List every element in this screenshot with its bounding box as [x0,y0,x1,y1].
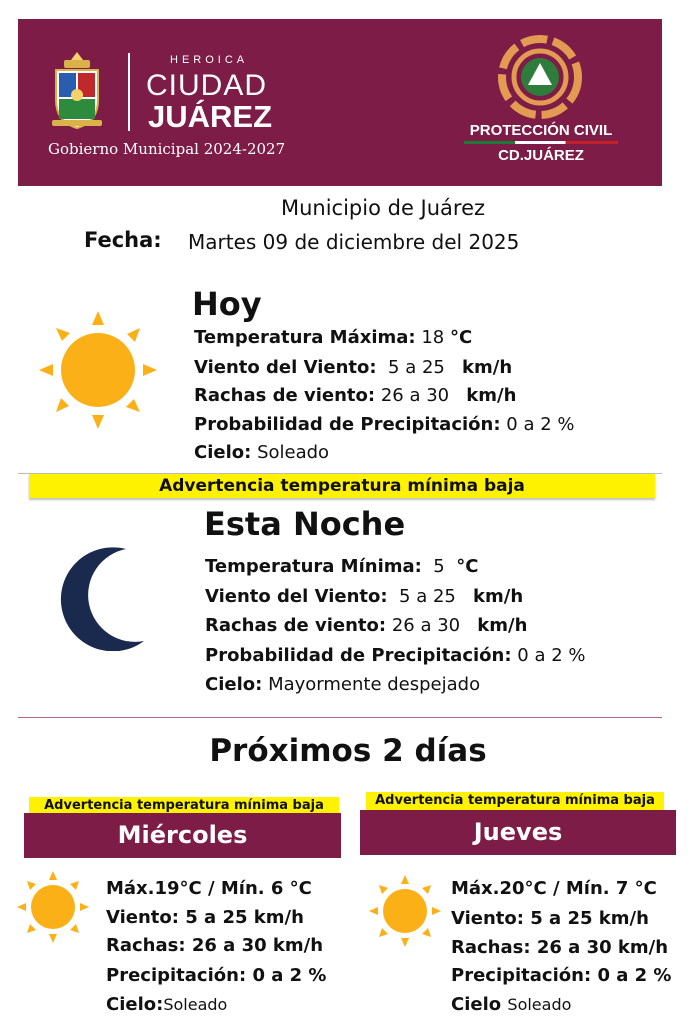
tonight-min-temp-label: Temperatura Mínima: [205,556,422,577]
day-precip-value: 0 a 2 % [597,965,672,986]
day-gusts-value: 26 a 30 km/h [191,935,324,956]
sun-icon [37,309,159,431]
tonight-min-temp-unit: °C [456,556,479,577]
tonight-wind-unit: km/h [473,586,524,607]
today-gusts [194,384,516,408]
today-precip-label: Probabilidad de Precipitación: [194,414,501,435]
tonight-sky [205,673,480,697]
brand-heroica: HEROICA [170,54,249,66]
day-wind-label: Viento: [451,908,524,929]
brand-juarez: JUÁREZ [148,99,273,134]
day-warning-thursday: Advertencia temperatura mínima baja [366,792,664,810]
today-sky-value: Soleado [257,442,330,463]
day-precip-value: 0 a 2 % [252,965,327,986]
tonight-sky-label: Cielo: [205,674,263,695]
day-warning-wednesday: Advertencia temperatura mínima baja [29,797,339,815]
day-gusts-label: Rachas: [106,935,186,956]
today-wind-unit: km/h [462,357,513,378]
day-gusts-wednesday [106,934,323,958]
municipality-title: Municipio de Juárez [280,196,486,220]
today-wind-value: 5 a 25 [388,357,445,378]
day-header-wednesday: Miércoles [24,813,341,858]
agency-city: CD.JUÁREZ [498,147,584,164]
tonight-wind [205,585,523,609]
section-divider [18,717,662,718]
day-sky-label: Cielo: [106,994,164,1015]
agency-flag-line [464,141,618,144]
day-sky-value: Soleado [163,995,228,1014]
moon-icon [52,545,148,651]
today-precip [194,413,574,437]
tonight-gusts-label: Rachas de viento: [205,615,387,636]
day-precip-thursday [451,964,671,988]
day-wind-wednesday [106,906,304,930]
warning-banner: Advertencia temperatura mínima baja [29,474,655,498]
today-max-temp [194,326,472,350]
day-precip-label: Precipitación: [106,965,247,986]
day-sky-thursday [451,993,571,1017]
tonight-precip-label: Probabilidad de Precipitación: [205,645,512,666]
today-gusts-unit: km/h [466,385,517,406]
tonight-sky-value: Mayormente despejado [268,674,481,695]
tonight-min-temp-value: 5 [433,556,445,577]
municipal-crest-icon [50,50,104,130]
sun-icon [368,874,442,948]
today-sky-label: Cielo: [194,442,252,463]
today-wind-label: Viento del Viento: [194,357,377,378]
day-precip-wednesday [106,964,326,988]
day-sky-wednesday [106,993,227,1017]
header-divider [128,53,130,131]
today-wind [194,356,512,380]
today-gusts-value: 26 a 30 [380,385,450,406]
day-sky-value: Soleado [507,995,572,1014]
day-wind-value: 5 a 25 km/h [185,907,304,928]
government-period: Gobierno Municipal 2024-2027 [48,140,286,158]
tonight-precip-value: 0 a 2 % [517,645,586,666]
date-value: Martes 09 de diciembre del 2025 [188,230,520,254]
tonight-title: Esta Noche [204,505,406,543]
sun-icon [16,870,90,944]
tonight-precip [205,644,585,668]
day-gusts-value: 26 a 30 km/h [536,937,669,958]
day-wind-thursday [451,907,649,931]
tonight-min-temp [205,555,478,579]
day-temps-wednesday: Máx.19°C / Mín. 6 °C [106,878,312,899]
day-wind-value: 5 a 25 km/h [530,908,649,929]
agency-title: PROTECCIÓN CIVIL [469,122,613,139]
date-label: Fecha: [84,228,162,252]
today-title: Hoy [192,285,262,323]
today-max-temp-unit: °C [450,327,473,348]
day-precip-label: Precipitación: [451,965,592,986]
tonight-gusts-unit: km/h [477,615,528,636]
day-gusts-thursday [451,936,668,960]
day-header-thursday: Jueves [360,810,676,855]
tonight-wind-label: Viento del Viento: [205,586,388,607]
tonight-gusts-value: 26 a 30 [391,615,461,636]
today-max-temp-label: Temperatura Máxima: [194,327,416,348]
day-wind-label: Viento: [106,907,179,928]
day-gusts-label: Rachas: [451,937,531,958]
header-banner [18,19,662,186]
today-precip-value: 0 a 2 % [506,414,575,435]
today-max-temp-value: 18 [421,327,445,348]
day-temps-thursday: Máx.20°C / Mín. 7 °C [451,878,657,899]
day-sky-label: Cielo [451,994,502,1015]
proteccion-civil-logo-icon [498,35,582,119]
next-days-title: Próximos 2 días [209,733,487,769]
tonight-wind-value: 5 a 25 [399,586,456,607]
today-gusts-label: Rachas de viento: [194,385,376,406]
tonight-gusts [205,614,527,638]
brand-ciudad: CIUDAD [146,69,268,102]
today-sky [194,441,329,465]
